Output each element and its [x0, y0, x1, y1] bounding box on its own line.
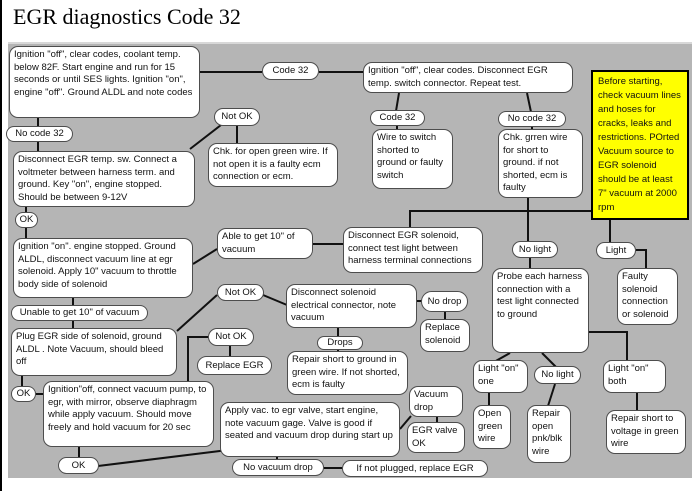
node-vacuum-pump-test: Ignition"off, connect vacuum pump, to egr, with mirror, observe diaphragm while apply vacuum. Should move freely and hold vacuum for 20 sec	[43, 381, 214, 447]
oval-ok-3: OK	[58, 457, 99, 474]
node-probe-harness: Probe each harness connection with a test light connected to ground	[492, 268, 589, 353]
oval-no-light-2: No light	[534, 366, 581, 384]
oval-no-drop: No drop	[421, 291, 468, 312]
node-egr-valve-ok: EGR valve OK	[407, 422, 465, 453]
oval-drops: Drops	[317, 336, 363, 350]
oval-no-code32-mid: No code 32	[498, 111, 566, 127]
node-start: Ignition "off", clear codes, coolant temp. below 82F. Start engine and run for 15 seconds or until SES lights. Ignition "on", engine "off". Ground ALDL and note codes	[9, 46, 200, 118]
node-repair-short-voltage: Repair short to voltage in green wire	[606, 410, 686, 454]
oval-ok-1: OK	[15, 212, 38, 228]
node-repair-short-green: Repair short to ground in green wire. If not shorted, ecm is faulty	[287, 351, 408, 395]
node-able-10-vacuum: Able to get 10" of vacuum	[217, 228, 313, 259]
node-replace-solenoid: Replace solenoid	[420, 319, 470, 352]
oval-replace-egr: Replace EGR	[197, 356, 272, 375]
node-chk-open-green-wire: Chk. for open green wire. If not open it is a faulty ecm connection or ecm.	[208, 143, 338, 187]
oval-not-ok-3: Not OK	[208, 328, 254, 346]
oval-no-light-1: No light	[512, 241, 558, 258]
node-light-on-both: Light "on" both	[603, 360, 666, 393]
oval-unable-10-vacuum: Unable to get 10" of vacuum	[11, 305, 148, 321]
node-repeat-test: Ignition "off", clear codes. Disconnect EGR temp. switch connector. Repeat test.	[363, 62, 573, 93]
oval-no-code32-left: No code 32	[6, 126, 73, 142]
node-chk-green-wire-short: Chk. grren wire for short to ground. if not shorted, ecm is faulty	[498, 129, 583, 198]
oval-code32-top: Code 32	[262, 62, 319, 80]
oval-not-ok-top: Not OK	[214, 108, 260, 126]
node-apply-vac-start-engine: Apply vac. to egr valve, start engine, note vacuum gage. Valve is good if seated and vacuum drop during start up	[220, 402, 400, 457]
node-disconnect-solenoid-connector: Disconnect solenoid electrical connector, note vacuum	[286, 284, 417, 328]
oval-no-vacuum-drop: No vacuum drop	[232, 459, 324, 476]
oval-if-not-plugged: If not plugged, replace EGR	[342, 460, 488, 477]
page-left-border	[0, 0, 2, 491]
node-light-on-one: Light "on" one	[473, 360, 528, 393]
oval-ok-2: OK	[11, 386, 36, 402]
oval-light: Light	[596, 242, 636, 259]
page-title: EGR diagnostics Code 32	[13, 4, 241, 29]
oval-code32-mid: Code 32	[370, 110, 425, 126]
node-ignition-on-vacuum: Ignition "on". engine stopped. Ground ALDL, disconnect vacuum line at egr solenoid. Apply 10" vacuum to throttle body side of solenoid	[13, 238, 193, 298]
oval-not-ok-2: Not OK	[217, 284, 264, 301]
node-wire-to-switch: Wire to switch shorted to ground or faulty switch	[372, 129, 453, 189]
node-voltmeter-test: Disconnect EGR temp. sw. Connect a voltmeter between harness term. and ground. Key "on", engine stopped. Should be between 9-12V	[13, 151, 195, 207]
node-vacuum-drop: Vacuum drop	[409, 386, 463, 417]
node-disconnect-egr-solenoid: Disconnect EGR solenoid, connect test light between harness terminal connections	[343, 227, 483, 273]
note-before-starting: Before starting, check vacuum lines and hoses for cracks, leaks and restrictions. POrted Vacuum source to EGR solenoid should be at least 7" vacuum at 2000 rpm	[591, 70, 689, 220]
node-open-green-wire: Open green wire	[473, 405, 511, 449]
node-plug-egr-side: Plug EGR side of solenoid, ground ALDL . Note Vacuum, should bleed off	[11, 328, 177, 376]
node-repair-pnk-blk-wire: Repair open pnk/blk wire	[527, 405, 571, 463]
node-faulty-solenoid: Faulty solenoid connection or solenoid	[617, 268, 678, 325]
